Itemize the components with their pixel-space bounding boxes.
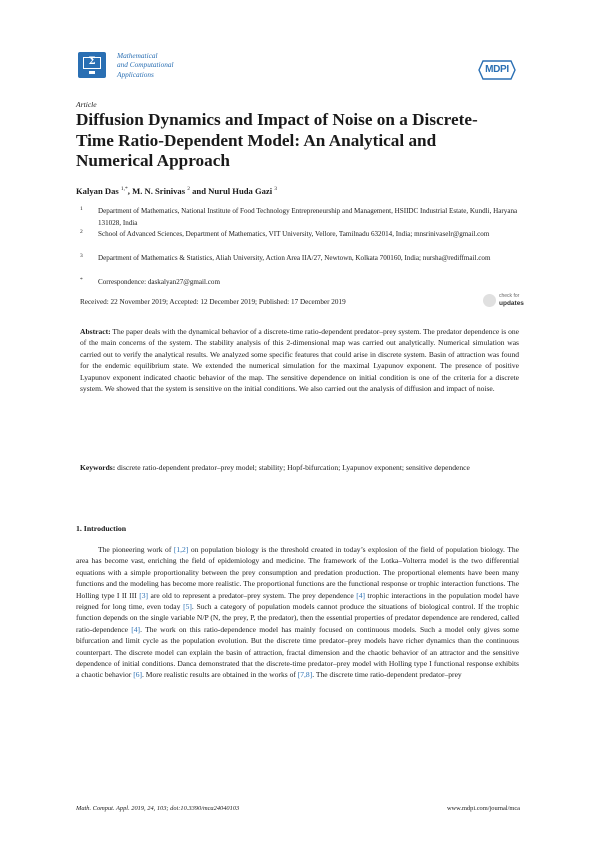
- citation-link[interactable]: [3]: [139, 590, 149, 600]
- check-updates-line1: check for: [499, 293, 520, 299]
- check-updates-icon: [483, 294, 496, 307]
- body-text: on population biology is the threshold created in today’s explosion of the field of population biology. The area has become vast, enriching the field of epidemiology and medicine. The framework of the Lotka–Volterra model is the two differential equations with a simple proportionality between the prey consumption and predation production. The proportional elements have been many functions and the modeling has become more realistic. The proportional functions are the functional response or trophic interaction functions. The Holling type I II III: [76, 545, 519, 600]
- affiliation-number: 1: [80, 206, 83, 212]
- affiliation-number: 3: [80, 253, 83, 259]
- author-name: M. N. Srinivas: [132, 186, 186, 196]
- journal-name-line3: Applications: [117, 69, 154, 79]
- affiliation-text: Department of Mathematics & Statistics, Aliah University, Action Area IIA/27, Newtown, Kolkata 700160, India; nursha@rediffmail.com: [98, 254, 491, 262]
- monitor-stand: [89, 71, 95, 74]
- affiliation-number: *: [80, 277, 83, 283]
- journal-logo: [78, 52, 106, 78]
- author-separator: ,: [127, 186, 133, 196]
- check-updates-line2: updates: [499, 300, 524, 307]
- keywords: [80, 462, 519, 473]
- affiliation-number: 2: [80, 229, 83, 235]
- author-name: Kalyan Das: [76, 186, 119, 196]
- journal-name: [117, 51, 237, 79]
- introduction-body: [76, 544, 519, 681]
- citation-link[interactable]: [6]: [133, 670, 143, 680]
- author-name: Nurul Huda Gazi: [208, 186, 273, 196]
- footer-citation: Math. Comput. Appl. 2019, 24, 103; doi:10.3390/mca24040103: [76, 805, 240, 812]
- sigma-icon: Σ: [88, 56, 96, 67]
- correspondence-text: Correspondence: daskalyan27@gmail.com: [98, 278, 220, 286]
- body-text: are old to represent a predator–prey system. The prey dependence: [150, 590, 354, 600]
- abstract: [80, 326, 519, 394]
- body-text: . The work on this ratio-dependence model has mainly focused on continuous models. Such a model only gives some bifurcation and limit cycle as the population evolution. But the discrete time predator–prey models have richer dynamics than the continuous counterpart. The discrete model can explain the basin of attraction, fractal dimension and the chaotic behavior of an attractor and the sensitive dependence of initial conditions. Danca demonstrated that the discrete-time predator–prey model with Holling type I functional response exhibits a chaotic behavior: [76, 624, 519, 680]
- affiliation-text: Department of Mathematics, National Institute of Food Technology Entrepreneurship and Management, HSIIDC Industrial Estate, Kundli, Haryana 131028, India: [98, 207, 518, 227]
- body-text: . Such a category of population models cannot produce the situations of biological control. If the trophic function depends on the single variable N/P (N, the prey, P, the predator), then the essential properties of predator dependence are rendered, called ratio-dependence: [76, 602, 519, 634]
- author-sup: 2: [187, 186, 190, 193]
- abstract-label: Abstract:: [80, 327, 111, 336]
- author-separator: and: [189, 186, 209, 196]
- citation-link[interactable]: [4]: [356, 590, 365, 600]
- citation-link[interactable]: [1,2]: [173, 545, 189, 554]
- affiliation-text: School of Advanced Sciences, Department of Mathematics, VIT University, Vellore, Tamilnadu 632014, India; mnsrinivaselr@gmail.com: [98, 230, 490, 238]
- journal-name-line1: Mathematical: [117, 51, 158, 60]
- keywords-label: Keywords:: [80, 463, 116, 472]
- publisher-logo: [478, 59, 516, 81]
- check-for-updates-badge[interactable]: [483, 291, 523, 313]
- paper-title: Diffusion Dynamics and Impact of Noise on a Discrete-Time Ratio-Dependent Model: An Analytical and Numerical Approach: [76, 110, 478, 170]
- abstract-text: The paper deals with the dynamical behavior of a discrete-time ratio-dependent predator–prey system. The predator dependence is one of the main concerns of the system. The stability analysis of this 2-dimensional map was carried out analytically. Numerical simulation was carried out to verify the analytical results. We analyzed some specific features that could arise in discrete system. Basin of attraction was found for the endemic equilibrium state. We extended the numerical simulation for the maximal Lyapunov exponent. The presence of positive Lyapunov exponent indicated chaotic behavior of the map. The sensitive dependence on initial condition is one of the criteria for a discrete system. We showed that the system is sensitive on the initial conditions. We also carried out the analysis of diffusion and impact of noise.: [80, 327, 519, 394]
- citation-link[interactable]: [5]: [183, 602, 192, 612]
- citation-link[interactable]: [7,8]: [297, 670, 313, 680]
- publisher-name: MDPI: [485, 64, 509, 75]
- author-list: [76, 186, 277, 196]
- author-sup: 3: [274, 186, 278, 193]
- journal-name-line2: and Computational: [117, 60, 174, 70]
- body-text: trophic interactions in the population model have reigned for long time, even today: [76, 590, 519, 612]
- footer-url[interactable]: www.mdpi.com/journal/mca: [446, 805, 520, 812]
- section-heading: 1. Introduction: [76, 524, 127, 533]
- citation-link[interactable]: [4]: [131, 624, 141, 634]
- body-text: . The discrete time ratio-dependent predator–prey: [312, 670, 462, 680]
- body-text: . More realistic results are obtained in the works of: [142, 670, 296, 680]
- body-text: The pioneering work of: [98, 545, 172, 554]
- publication-dates: Received: 22 November 2019; Accepted: 12 December 2019; Published: 17 December 2019: [80, 298, 346, 306]
- author-sup: 1,*: [120, 186, 128, 193]
- article-type: Article: [76, 100, 97, 109]
- keywords-text: discrete ratio-dependent predator–prey model; stability; Hopf-bifurcation; Lyapunov exponent; sensitive dependence: [117, 463, 470, 472]
